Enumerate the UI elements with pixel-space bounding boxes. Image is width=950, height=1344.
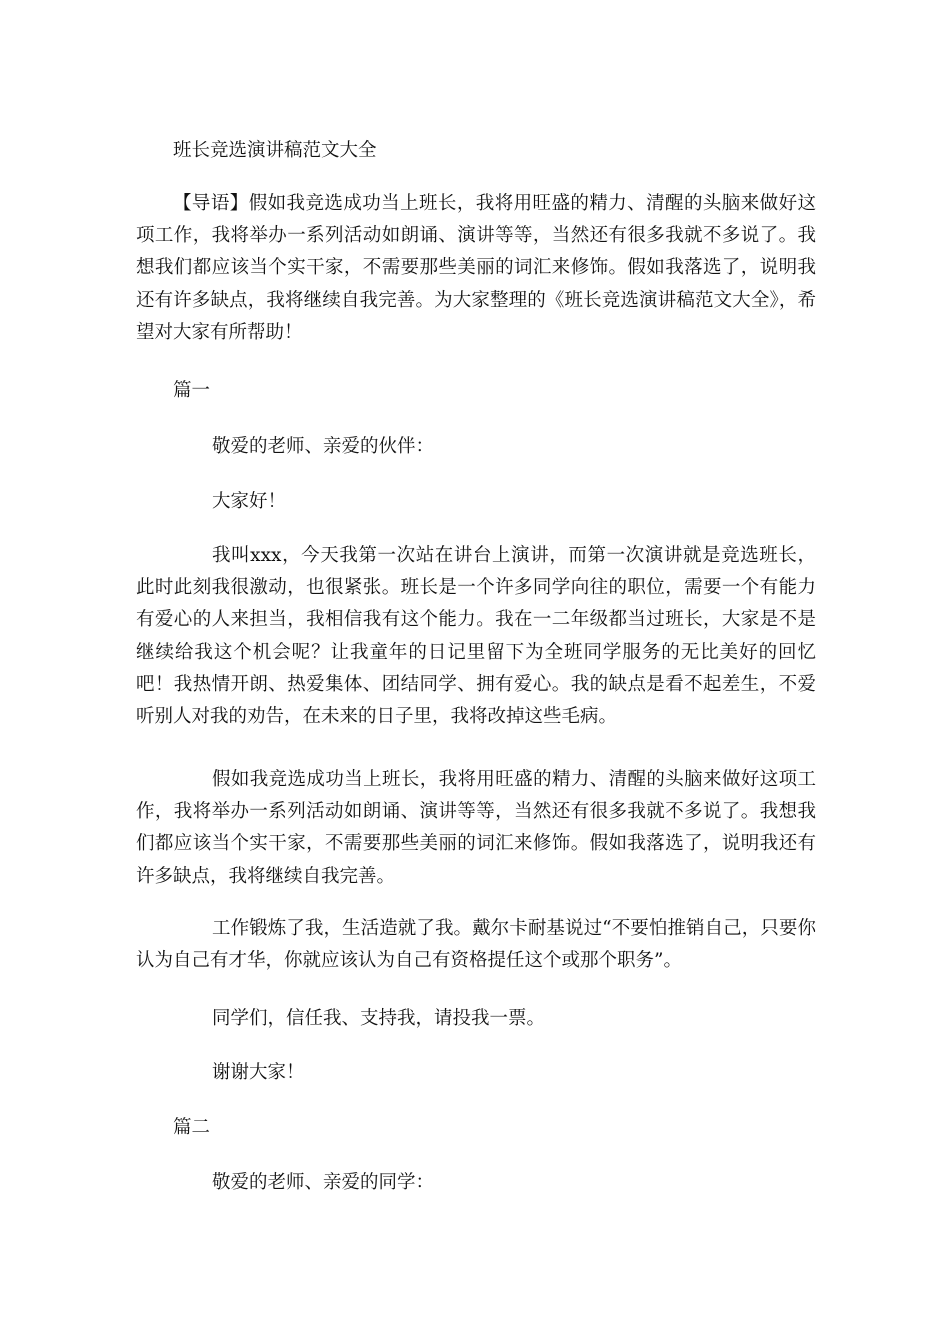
- salutation-2: 敬爱的老师、亲爱的同学：: [212, 1172, 435, 1193]
- intro-paragraph: 【导语】假如我竞选成功当上班长，我将用旺盛的精力、清醒的头脑来做好这项工作，我将举办一系列活动如朗诵、演讲等等，当然还有很多我就不多说了。我想我们都应该当个实干家，不需要那些美丽的词汇来修饰。假如我落选了，说明我还有许多缺点，我将继续自我完善。为大家整理的《班长竞选演讲稿范文大全》，希望对大家有所帮助！: [136, 193, 816, 343]
- appeal-line: 同学们，信任我、支持我，请投我一票。: [212, 1008, 546, 1029]
- greeting-1: 大家好！: [212, 491, 287, 512]
- section-heading-2: 篇二: [173, 1117, 211, 1138]
- body-paragraph-1: 我叫xxx，今天我第一次站在讲台上演讲，而第一次演讲就是竞选班长，此时此刻我很激动，也很紧张。班长是一个许多同学向往的职位，需要一个有能力有爱心的人来担当，我相信我有这个能力。我在一二年级都当过班长，大家是不是继续给我这个机会呢？让我童年的日记里留下为全班同学服务的无比美好的回忆吧！我热情开朗、热爱集体、团结同学、拥有爱心。我的缺点是看不起差生，不爱听别人对我的劝告，在未来的日子里，我将改掉这些毛病。: [136, 545, 816, 728]
- salutation-1: 敬爱的老师、亲爱的伙伴：: [212, 436, 435, 457]
- thanks-line: 谢谢大家！: [212, 1062, 305, 1083]
- body-paragraph-3: 工作锻炼了我，生活造就了我。戴尔卡耐基说过“不要怕推销自己，只要你认为自己有才华，你就应该认为自己有资格提任这个或那个职务”。: [136, 918, 816, 972]
- body-paragraph-2: 假如我竞选成功当上班长，我将用旺盛的精力、清醒的头脑来做好这项工作，我将举办一系列活动如朗诵、演讲等等，当然还有很多我就不多说了。我想我们都应该当个实干家，不需要那些美丽的词汇来修饰。假如我落选了，说明我还有许多缺点，我将继续自我完善。: [136, 769, 816, 887]
- document-title: 班长竞选演讲稿范文大全: [173, 140, 377, 161]
- section-heading-1: 篇一: [173, 380, 211, 401]
